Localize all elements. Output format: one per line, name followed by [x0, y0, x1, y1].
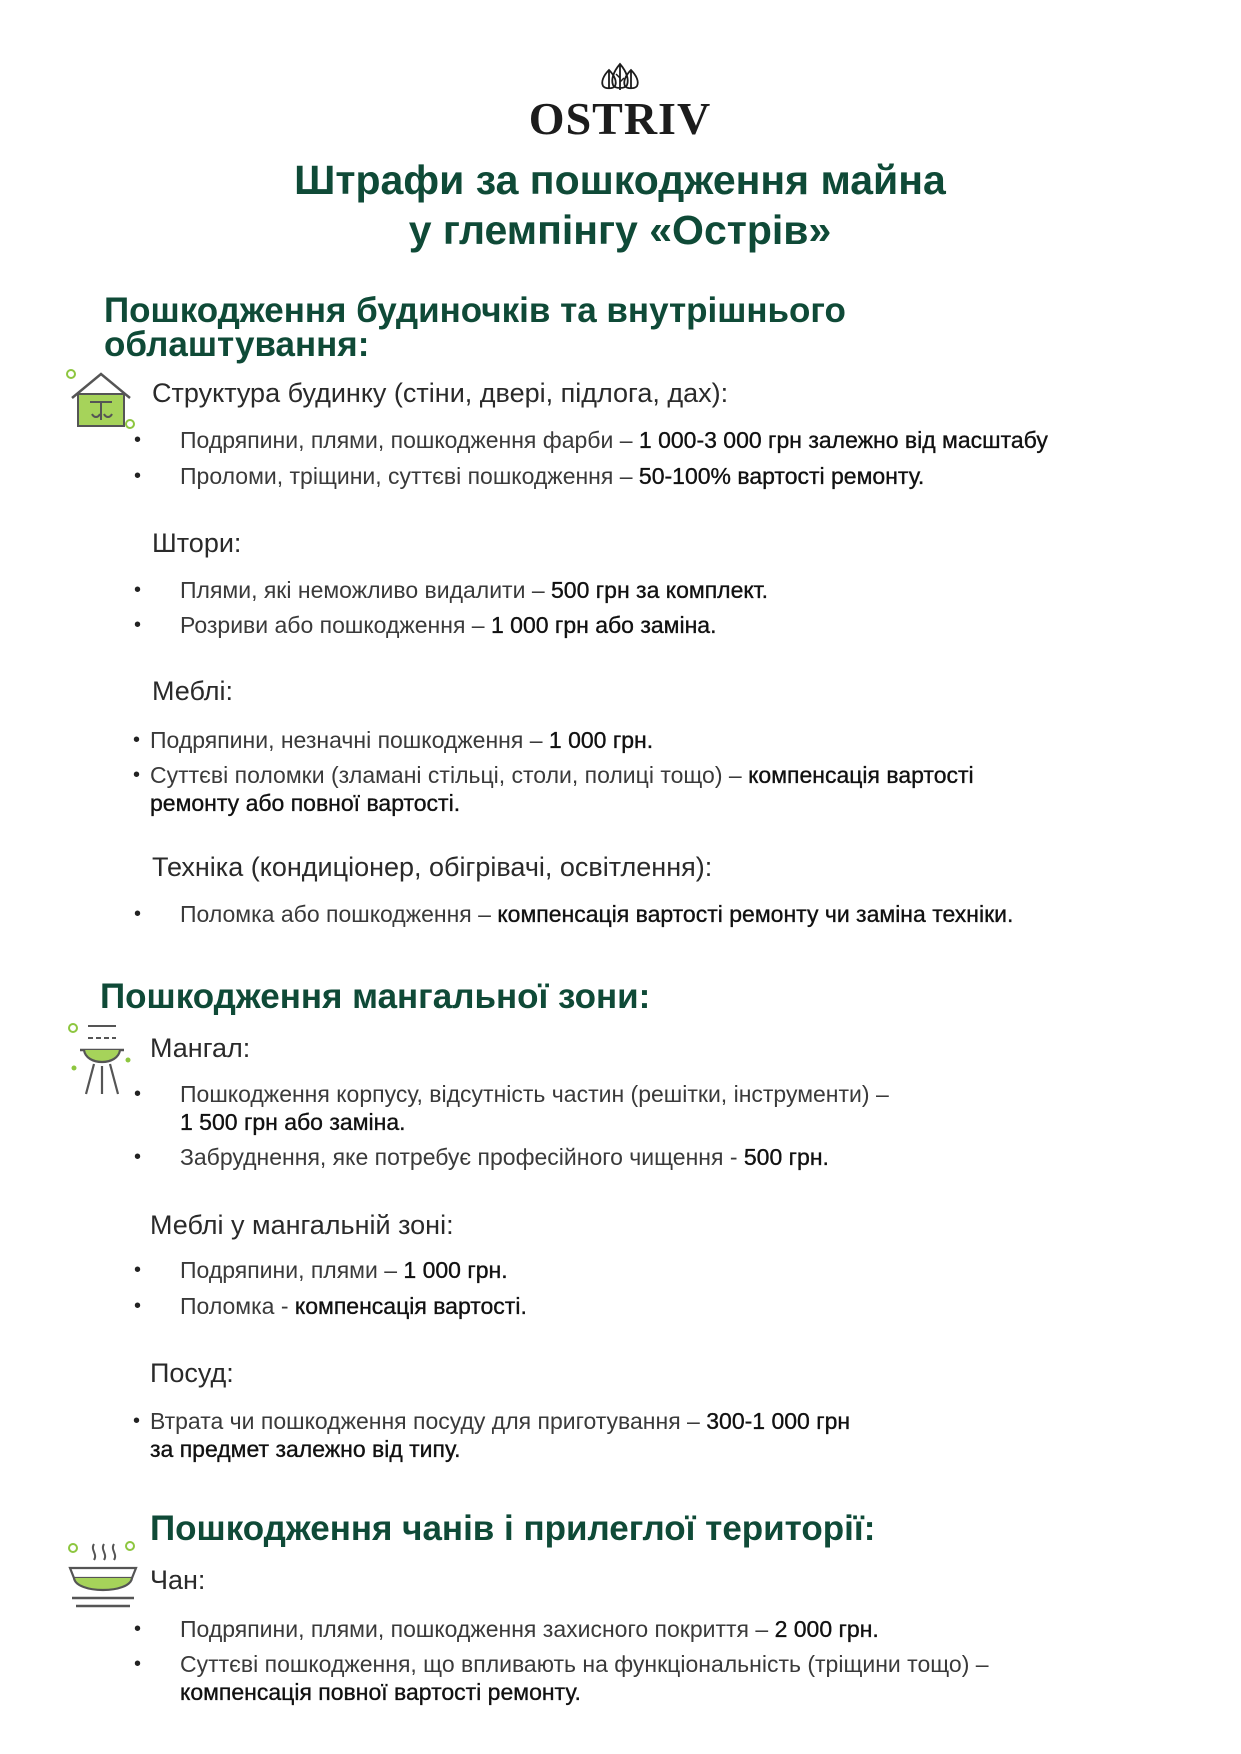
- dishes-title: Посуд:: [150, 1358, 234, 1388]
- list-item: • Розриви або пошкодження – 1 000 грн або заміна.: [134, 612, 717, 638]
- list-item: • Пошкодження корпусу, відсутність частин (решітки, інструменти) – 1 500 грн або заміна.: [134, 1081, 889, 1135]
- grill-title: Мангал:: [150, 1033, 251, 1063]
- appliances-title: Техніка (кондиціонер, обігрівачі, освітлення):: [152, 852, 713, 882]
- list-item: • Суттєві пошкодження, що впливають на функціональність (тріщини тощо) – компенсація повної вартості ремонту.: [134, 1651, 989, 1705]
- house-tools-icon: [64, 368, 138, 432]
- hot-tub-icon: [66, 1540, 140, 1614]
- bbq-furniture-title: Меблі у мангальній зоні:: [150, 1210, 454, 1240]
- curtains-title: Штори:: [152, 528, 242, 558]
- list-item: • Подряпини, плями, пошкодження фарби – 1 000-3 000 грн залежно від масштабу: [134, 427, 1048, 453]
- section-heading-vats: Пошкодження чанів і прилеглої території:: [150, 1509, 876, 1548]
- list-item: • Суттєві поломки (зламані стільці, столи, полиці тощо) – компенсація вартості ремонту або повної вартості.: [133, 762, 974, 816]
- list-item: • Подряпини, плями – 1 000 грн.: [134, 1257, 508, 1283]
- list-item: • Плями, які неможливо видалити – 500 грн за комплект.: [134, 577, 769, 603]
- list-item: • Подряпини, незначні пошкодження – 1 000 грн.: [133, 727, 654, 753]
- list-item: • Поломка - компенсація вартості.: [134, 1293, 527, 1319]
- list-item: • Подряпини, плями, пошкодження захисного покриття – 2 000 грн.: [134, 1616, 879, 1642]
- furniture-title: Меблі:: [152, 676, 234, 706]
- vat-title: Чан:: [150, 1565, 206, 1595]
- section-heading-houses: Пошкодження будиночків та внутрішнього облаштування:: [104, 291, 846, 364]
- structure-title: Структура будинку (стіни, двері, підлога, дах):: [152, 378, 729, 408]
- section-heading-grill: Пошкодження мангальної зони:: [100, 977, 651, 1016]
- brand-logo: OSTRIV: [528, 93, 712, 144]
- list-item: • Проломи, тріщини, суттєві пошкодження – 50-100% вартості ремонту.: [134, 463, 925, 489]
- list-item: • Втрата чи пошкодження посуду для приготування – 300-1 000 грн за предмет залежно від типу.: [133, 1408, 851, 1462]
- grill-icon: [66, 1020, 138, 1098]
- list-item: • Поломка або пошкодження – компенсація вартості ремонту чи заміна техніки.: [134, 901, 1014, 927]
- page-title: Штрафи за пошкодження майна у глемпінгу «Острів»: [294, 157, 946, 253]
- list-item: • Забруднення, яке потребує професійного чищення - 500 грн.: [134, 1144, 829, 1170]
